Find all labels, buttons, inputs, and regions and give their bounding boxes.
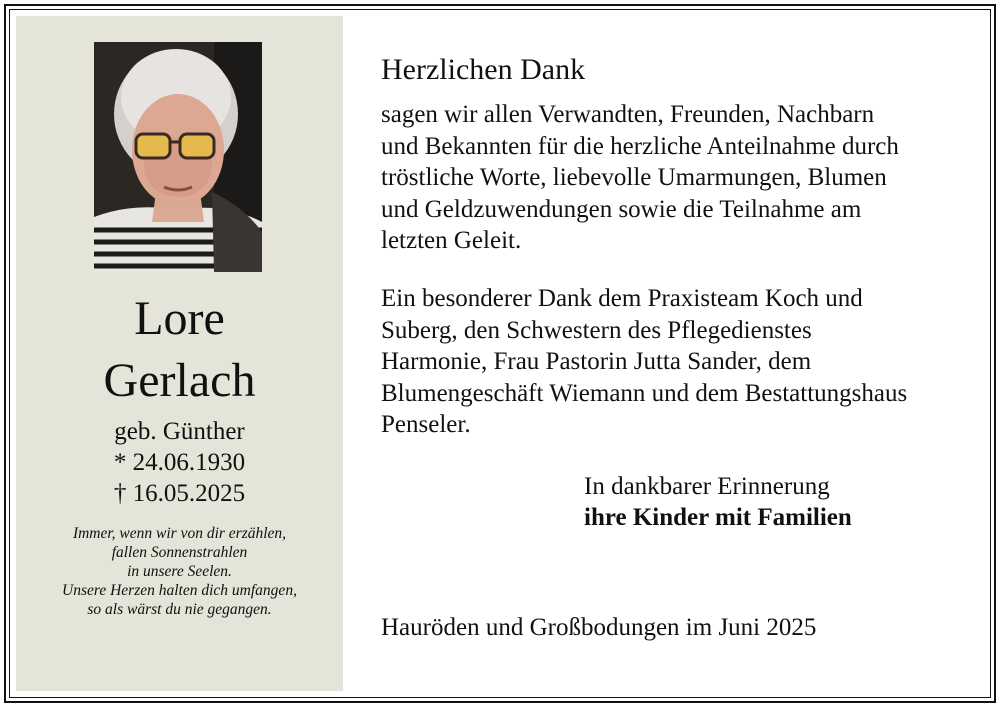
text-line: und Geldzuwendungen sowie die Teilnahme am	[381, 195, 862, 223]
memorial-poem	[16, 524, 343, 619]
closing-line: In dankbarer Erinnerung	[584, 473, 830, 500]
text-line: Ein besonderer Dank dem Praxisteam Koch und	[381, 285, 863, 312]
text-line: tröstliche Worte, liebevolle Umarmungen, Blumen	[381, 164, 887, 191]
text-line: Penseler.	[381, 411, 471, 438]
text-line: Harmonie, Frau Pastorin Jutta Sander, dem	[381, 348, 812, 375]
deceased-first-name: Lore	[134, 292, 225, 345]
poem-line: fallen Sonnenstrahlen	[111, 544, 248, 561]
poem-line: Unsere Herzen halten dich umfangen,	[62, 582, 297, 599]
signatories: ihre Kinder mit Familien	[584, 504, 852, 531]
text-line: letzten Geleit.	[381, 227, 522, 254]
text-line: und Bekannten für die herzliche Anteilnahme durch	[381, 132, 899, 160]
poem-line: in unsere Seelen.	[127, 563, 232, 580]
memorial-sidebar	[16, 16, 343, 691]
portrait-illustration	[94, 42, 262, 272]
poem-line: so als wärst du nie gegangen.	[87, 601, 272, 618]
place-and-date: Hauröden und Großbodungen im Juni 2025	[381, 614, 817, 641]
thank-you-paragraph-1	[381, 99, 899, 257]
death-date: † 16.05.2025	[113, 480, 246, 507]
text-line: Suberg, den Schwestern des Pflegedienstes	[381, 316, 812, 344]
poem-line: Immer, wenn wir von dir erzählen,	[72, 525, 287, 542]
birth-date: * 24.06.1930	[113, 449, 246, 476]
thank-you-paragraph-2	[381, 283, 907, 441]
thank-you-heading: Herzlichen Dank	[381, 53, 586, 86]
closing-signature	[584, 471, 852, 533]
maiden-name: geb. Günther	[114, 418, 245, 445]
text-line: Blumengeschäft Wiemann und dem Bestattungshaus	[381, 379, 908, 407]
deceased-last-name: Gerlach	[103, 354, 256, 407]
text-line: sagen wir allen Verwandten, Freunden, Nachbarn	[381, 101, 875, 128]
portrait-photo	[94, 42, 262, 272]
